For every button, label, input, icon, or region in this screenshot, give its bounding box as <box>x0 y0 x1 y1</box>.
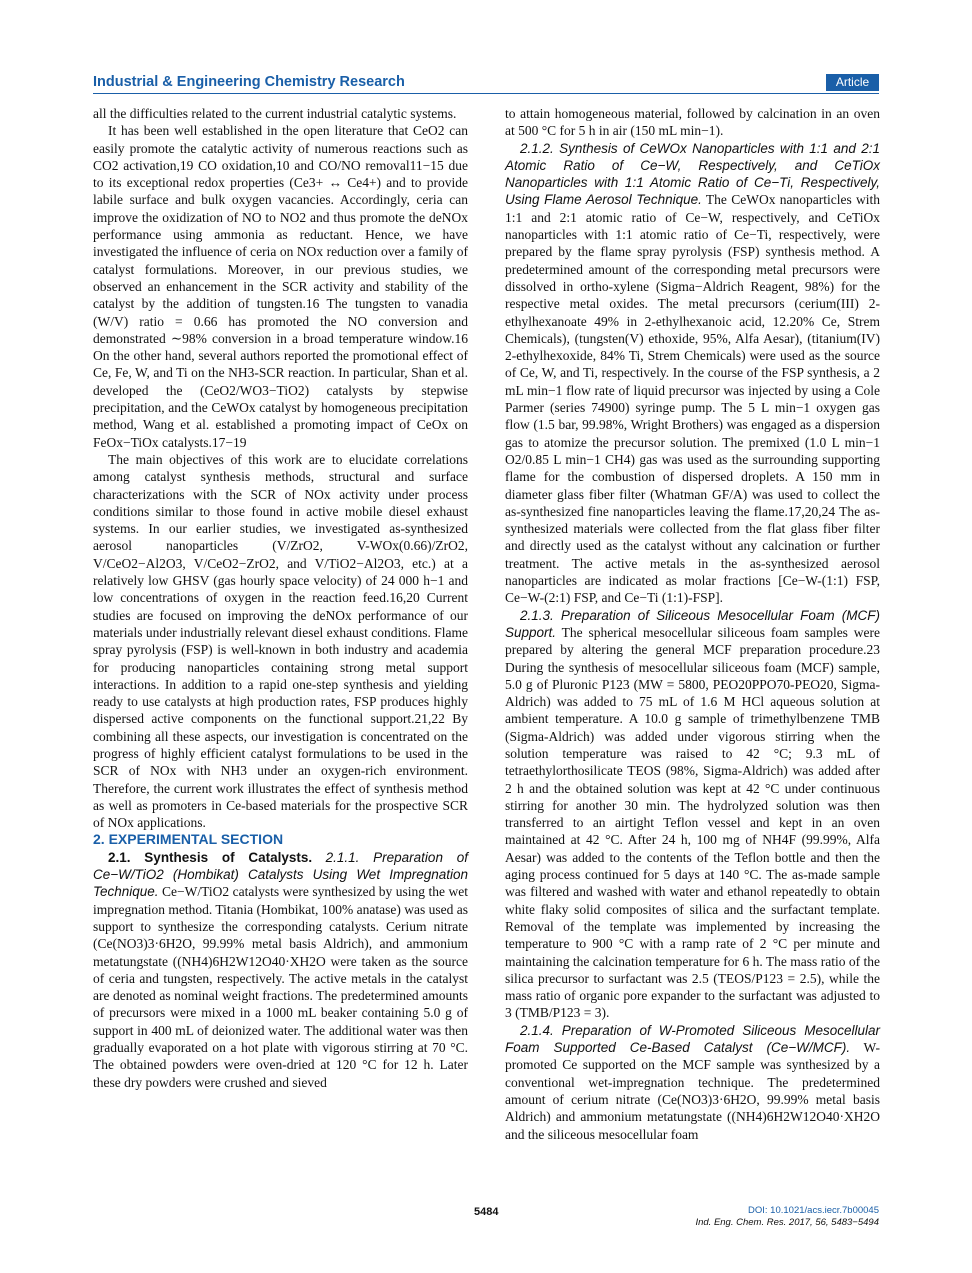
paragraph <box>93 849 468 1091</box>
page-header <box>93 74 879 94</box>
doi-link[interactable]: DOI: 10.1021/acs.iecr.7b00045 <box>748 1205 879 1216</box>
left-column <box>93 105 468 1091</box>
paragraph <box>505 140 880 607</box>
paragraph-text: The spherical mesocellular siliceous foam samples were prepared by altering the general MCF preparation procedure.23 During the synthesis of mesocellular siliceous foam (MCF) sample, 5.0 g of Pluronic P123 (MW = 5800, PEO20PPO70-PEO20, Sigma-Aldrich) was added to 75 mL of 1.6 M HCl aqueous solution at ambient temperature. A 10.0 g sample of trimethylbenzene TMB (Sigma-Aldrich) was added under vigorous stirring when the solution temperature was raised to 42 °C; 9.3 mL of tetraethylorthosilicate TEOS (98%, Sigma-Aldrich) was added after 2 h and the obtained solution was kept at 42 °C under continuous stirring for another 30 min. The hydrolyzed solution was then transferred to an airtight Teflon vessel and kept in an oven maintained at 42 °C. After 24 h, 100 mg of NH4F (99.99%, Alfa Aesar) was added to the contents of the Teflon bottle and then the aging process continued for 5 days at 140 °C. The as-made sample was filtered and washed with water and ethanol repeatedly to obtain white flaky solid composites of silica and the surfactant template. Removal of the template was implemented by increasing the temperature to 900 °C with a ramp rate of 2 °C per minute and maintaining the calcination temperature for 6 h. The mass ratio of the silica precursor to surfactant was 2.5 (TEOS/P123 = 2.5), while the mass ratio of organic pore expander to the surfactant was adjusted to 3 (TMB/P123 = 3). <box>505 624 880 1021</box>
journal-citation: Ind. Eng. Chem. Res. 2017, 56, 5483−5494 <box>695 1217 879 1228</box>
paragraph-text: W-promoted Ce supported on the MCF sample was synthesized by a conventional wet-impregnation technique. The predetermined amount of cerium nitrate (Ce(NO3)3·6H2O, 99.99% metal basis Aldrich) and ammonium metatungstate ((NH4)6H2W12O40·XH2O and the siliceous mesocellular foam <box>505 1040 880 1142</box>
paragraph: The main objectives of this work are to elucidate correlations among catalyst synthesis methods, structural and surface characterizations with the SCR of NOx activity under process conditions similar to those found in active mobile diesel exhaust systems. In our earlier studies, we investigated as-synthesized aerosol nanoparticles (V/ZrO2, V-WOx(0.66)/ZrO2, V/CeO2−Al2O3, V/CeO2−ZrO2, and V/TiO2−Al2O3, etc.) at a relatively low GHSV (gas hourly space velocity) of 24 000 h−1 and low concentrations of oxygen in the reaction feed.16,20 Current studies are focused on improving the deNOx performance of our materials under industrially relevant diesel exhaust conditions. Flame spray pyrolysis (FSP) is well-known in both industry and academia for producing nanoparticles containing strong metal support interactions. In addition to a rapid one-step synthesis and yielding ready to use catalysts at high production rates, FSP produces highly dispersed active components on the functional support.21,22 By combining all these aspects, our investigation is concentrated on the progress of highly efficient catalyst formulations to be used in the SCR of NOx with NH3 under an oxygen-rich environment. Therefore, the current work illustrates the effect of synthesis method as well as promoters in Ce-based materials for the prospective SCR of NOx applications. <box>93 451 468 831</box>
subsubsection-heading: 2.1.3. Preparation of Siliceous Mesocellular Foam (MCF) Support. <box>505 607 880 640</box>
subsubsection-heading: 2.1.4. Preparation of W-Promoted Siliceous Mesocellular Foam Supported Ce-Based Catalyst (Ce−W/MCF). <box>505 1022 880 1056</box>
subsubsection-heading: 2.1.1. Preparation of Ce−W/TiO2 (Hombikat) Catalysts Using Wet Impregnation Technique. <box>93 849 468 900</box>
journal-title[interactable]: Industrial & Engineering Chemistry Research <box>93 74 405 90</box>
header-rule <box>93 93 879 94</box>
paragraph: It has been well established in the open literature that CeO2 can easily promote the catalytic activity of numerous reactions such as CO2 activation,19 CO oxidation,10 and CO/NO removal11−15 due to its exceptional redox properties (Ce3+ ↔ Ce4+) and to provide labile surface and bulk oxygen vacancies. Accordingly, ceria can improve the oxidization of NO to NO2 and thus promote the deNOx performance using ammonia as reductant. Hence, we have investigated the influence of ceria on NOx reduction over a family of catalyst formulations. Moreover, in our previous studies, we observed an enhancement in the SCR activity and stability of the catalyst by the addition of tungsten.16 The tungsten to vanadia (W/V) ratio = 0.66 has promoted the NO conversion and demonstrated ∼98% conversion in a broad temperature window.16 On the other hand, several authors reported the promotional effect of Ce, Fe, W, and Ti on the NH3-SCR reaction. In particular, Shan et al. developed the (CeO2/WO3−TiO2) catalysts by stepwise precipitation, and the CeWOx catalyst by homogeneous precipitation method, Wang et al. established a promoting impact of CeOx on FeOx−TiOx catalysts.17−19 <box>93 123 468 450</box>
paragraph-text: The CeWOx nanoparticles with 1:1 and 2:1 atomic ratio of Ce−W, respectively, and CeTiOx nanoparticles with 1:1 atomic ratio of Ce−Ti, respectively, were prepared by the flame spray pyrolysis (FSP) synthesis method. A predetermined amount of the corresponding metal precursors were dissolved in ortho-xylene (Sigma−Aldrich Reagent, 98%) for the respective metal oxides. The metal precursors (cerium(III) 2-ethylhexanoate 49% in 2-ethylhexanoic acid, 12.20% Ce, Strem Chemicals), (tungsten(V) ethoxide, 95%, Alfa Aesar), (titanium(IV) 2-ethylhexoxide, 84% Ti, Strem Chemicals) were used as the source of Ce, W, and Ti, respectively. In the course of the FSP synthesis, a 2 mL min−1 flow rate of liquid precursor was injected by using a Cole Parmer (series 74900) syringe pump. The 5 L min−1 oxygen gas flow (1.5 bar, 99.98%, Wright Brothers) was engaged as a dispersion gas to atomize the precursor solution. The premixed (1.0 L min−1 O2/0.85 L min−1 CH4) gas was used as the surrounding supporting flame for the combustion of dispersed droplets. A 150 mm in diameter glass fiber filter (Whatman GF/A) was used to collect the as-synthesized fine nanoparticles leaving the flame.17,20,24 The as-synthesized materials were collected from the flat glass fiber filter and directly used as the catalyst without any calcination or further treatment. The active metals in the as-synthesized aerosol nanoparticles are indicated as molar fractions [Ce−W-(1:1) FSP, Ce−W-(2:1) FSP, and Ce−Ti (1:1)-FSP]. <box>505 192 880 606</box>
paragraph: to attain homogeneous material, followed by calcination in an oven at 500 °C for 5 h in air (150 mL min−1). <box>505 106 880 139</box>
section-heading: 2. EXPERIMENTAL SECTION <box>93 831 284 848</box>
subsection-heading: 2.1. Synthesis of Catalysts. <box>108 849 313 865</box>
footer-citation <box>695 1205 879 1229</box>
paragraph <box>505 1022 880 1143</box>
right-column <box>505 105 880 1143</box>
article-type-badge: Article <box>826 74 879 91</box>
page-number: 5484 <box>474 1206 499 1218</box>
paragraph <box>505 607 880 1022</box>
subsubsection-heading: 2.1.2. Synthesis of CeWOx Nanoparticles with 1:1 and 2:1 Atomic Ratio of Ce−W, Respectively, and CeTiOx Nanoparticles with 1:1 Atomic Ratio of Ce−Ti, Respectively, Using Flame Aerosol Technique. <box>505 140 880 208</box>
paragraph: all the difficulties related to the current industrial catalytic systems. <box>93 106 457 121</box>
paragraph-text: Ce−W/TiO2 catalysts were synthesized by using the wet impregnation method. Titania (Hombikat, 100% anatase) was used as support to synthesize the corresponding catalysts. Cerium nitrate (Ce(NO3)3·6H2O, 99.99% metal basis Aldrich), and ammonium metatungstate ((NH4)6H2W12O40·XH2O were taken as the source of ceria and tungsten, respectively. The active metals in the catalyst are denoted as nominal weight fractions. The predetermined amounts of precursors were mixed in a 1000 mL beaker containing 5.0 g of support in 400 mL of deionized water. The additional water was then gradually evaporated on a hot plate with vigorous stirring at 70 °C. The obtained powders were oven-dried at 120 °C for 12 h. Later these dry powders were crushed and sieved <box>93 884 468 1090</box>
